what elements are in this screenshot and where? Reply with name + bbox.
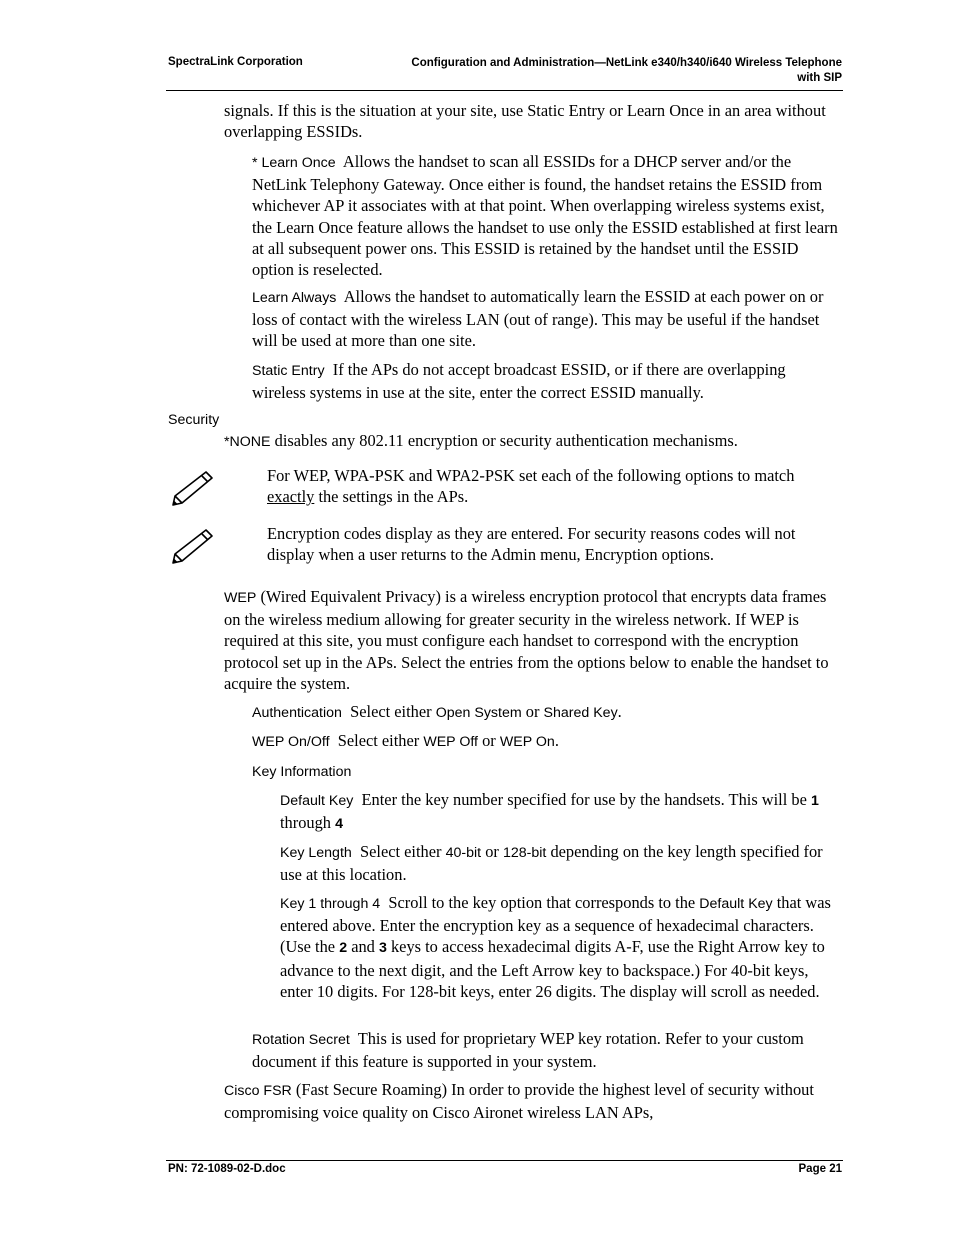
- ref-default-key: Default Key: [699, 896, 773, 912]
- option-shared-key: Shared Key: [543, 705, 618, 721]
- term-static-entry: Static Entry: [252, 363, 325, 379]
- header-title-line2: with SIP: [797, 72, 842, 84]
- paragraph-key-length: [280, 841, 843, 885]
- pencil-note-icon: [170, 528, 214, 564]
- paragraph-default-key: [280, 789, 843, 835]
- option-128-bit: 128-bit: [502, 845, 547, 861]
- paragraph-learn-once: [252, 151, 842, 280]
- term-key-information: Key Information: [252, 764, 352, 780]
- note-match-settings: [267, 465, 842, 507]
- term-key-length: Key Length: [280, 845, 352, 861]
- term-cisco-fsr: Cisco FSR: [224, 1083, 292, 1099]
- paragraph-authentication: [252, 701, 842, 724]
- authentication-text: Select either: [350, 702, 432, 721]
- option-wep-on: WEP On: [499, 734, 555, 750]
- paragraph-rotation-secret: [252, 1028, 842, 1072]
- paragraph-static-entry: [252, 359, 842, 403]
- key-3: 3: [378, 940, 387, 957]
- default-key-min: 1: [810, 793, 819, 809]
- header-title-line1: Configuration and Administration—NetLink e340/h340/i640 Wireless Telephone: [411, 57, 842, 69]
- wep-text: (Wired Equivalent Privacy) is a wireless encryption protocol that encrypts data frames on the wireless medium allowing for greater security in the wireless network. If WEP is required at this site, you must configure each handset to correspond with the encryption protocol set up in the APs. Select the entries from the options below to enable the handset to acquire the system.: [224, 587, 829, 693]
- authentication-or: or: [525, 702, 540, 721]
- option-wep-off: WEP Off: [423, 734, 478, 750]
- default-key-text: Enter the key number specified for use by the handsets. This will be: [361, 790, 807, 809]
- term-wep: WEP: [224, 590, 257, 606]
- key-1-4-text-end: keys to access hexadecimal digits A-F, use the Right Arrow key to advance to the next digit, and the Left Arrow key to backspace.) For 40-bit keys, enter 10 digits. For 128-bit keys, enter 26 digits. The display will scroll as needed.: [280, 937, 825, 1001]
- paragraph-cisco-fsr: [224, 1079, 840, 1123]
- footer-page-number: Page 21: [798, 1163, 842, 1175]
- wep-onoff-text: Select either: [337, 731, 420, 750]
- term-wep-onoff: WEP On/Off: [252, 734, 330, 750]
- term-none: *NONE: [224, 434, 271, 450]
- paragraph-wep: [224, 586, 840, 694]
- key-1-4-and: and: [351, 937, 375, 957]
- note-encryption-codes: Encryption codes display as they are entered. For security reasons codes will not display when a user returns to the Admin menu, Encryption options.: [267, 524, 796, 565]
- term-key-1-through-4: Key 1 through 4: [280, 896, 381, 912]
- footer-part-number: PN: 72-1089-02-D.doc: [168, 1163, 286, 1175]
- paragraph-key-information: [252, 760, 842, 783]
- key-2: 2: [339, 940, 348, 957]
- wep-onoff-or: or: [482, 731, 496, 750]
- paragraph-learn-always: [252, 286, 842, 352]
- none-text: disables any 802.11 encryption or security authentication mechanisms.: [274, 431, 738, 450]
- pencil-note-icon: [170, 470, 214, 506]
- default-key-through: through: [280, 813, 331, 833]
- note1-text-after: the settings in the APs.: [318, 487, 469, 507]
- learn-once-text: Allows the handset to scan all ESSIDs for a DHCP server and/or the NetLink Telephony Gateway. Once either is found, the handset retains the ESSID from whichever AP it associates with at that point. When overlapping wireless systems exist, the Learn Once feature allows the handset to use only the ESSID established at first learn at all subsequent power ons. This ESSID is retained by the handset until the ESSID option is reselected.: [252, 152, 838, 280]
- default-key-max: 4: [335, 816, 343, 833]
- header-divider: [166, 90, 843, 91]
- term-rotation-secret: Rotation Secret: [252, 1032, 350, 1048]
- paragraph-none: [224, 430, 840, 453]
- rotation-secret-text: This is used for proprietary WEP key rotation. Refer to your custom document if this feature is supported in your system.: [252, 1029, 804, 1072]
- paragraph-wep-onoff: [252, 730, 842, 753]
- note1-text-before: For WEP, WPA-PSK and WPA2-PSK set each of the following options to match: [267, 466, 795, 485]
- learn-always-text: Allows the handset to automatically learn the ESSID at each power on or loss of contact with the wireless LAN (out of range). This may be useful if the handset will be used at more than one site.: [252, 287, 824, 351]
- section-heading-security: Security: [168, 412, 220, 428]
- option-open-system: Open System: [435, 705, 522, 721]
- paragraph-signals: signals. If this is the situation at your site, use Static Entry or Learn Once in an area without overlapping ESSIDs.: [224, 101, 826, 142]
- header-company: SpectraLink Corporation: [168, 56, 303, 68]
- option-40-bit: 40-bit: [445, 845, 482, 861]
- term-default-key: Default Key: [280, 793, 354, 809]
- key-1-4-text: Scroll to the key option that corresponds to the: [388, 893, 696, 912]
- wep-onoff-period: .: [554, 731, 559, 750]
- note1-underlined-word: exactly: [267, 487, 315, 507]
- term-learn-once: * Learn Once: [252, 155, 336, 171]
- cisco-fsr-text: (Fast Secure Roaming) In order to provide the highest level of security without compromising voice quality on Cisco Aironet wireless LAN APs,: [224, 1080, 814, 1123]
- header-document-title: [402, 56, 842, 86]
- term-learn-always: Learn Always: [252, 290, 337, 306]
- key-length-text-after: depending on the key length specified for use at this location.: [280, 842, 823, 885]
- term-authentication: Authentication: [252, 705, 342, 721]
- paragraph-key-1-through-4: [280, 892, 843, 1002]
- key-length-or: or: [485, 842, 499, 861]
- key-length-text: Select either: [360, 842, 442, 861]
- authentication-period: .: [617, 702, 622, 721]
- footer-divider: [166, 1160, 843, 1161]
- static-entry-text: If the APs do not accept broadcast ESSID, or if there are overlapping wireless systems in use at the site, enter the correct ESSID manually.: [252, 360, 786, 403]
- key-1-4-text-mid: that was entered above. Enter the encryption key as a sequence of hexadecimal characters. (Use the: [280, 893, 831, 957]
